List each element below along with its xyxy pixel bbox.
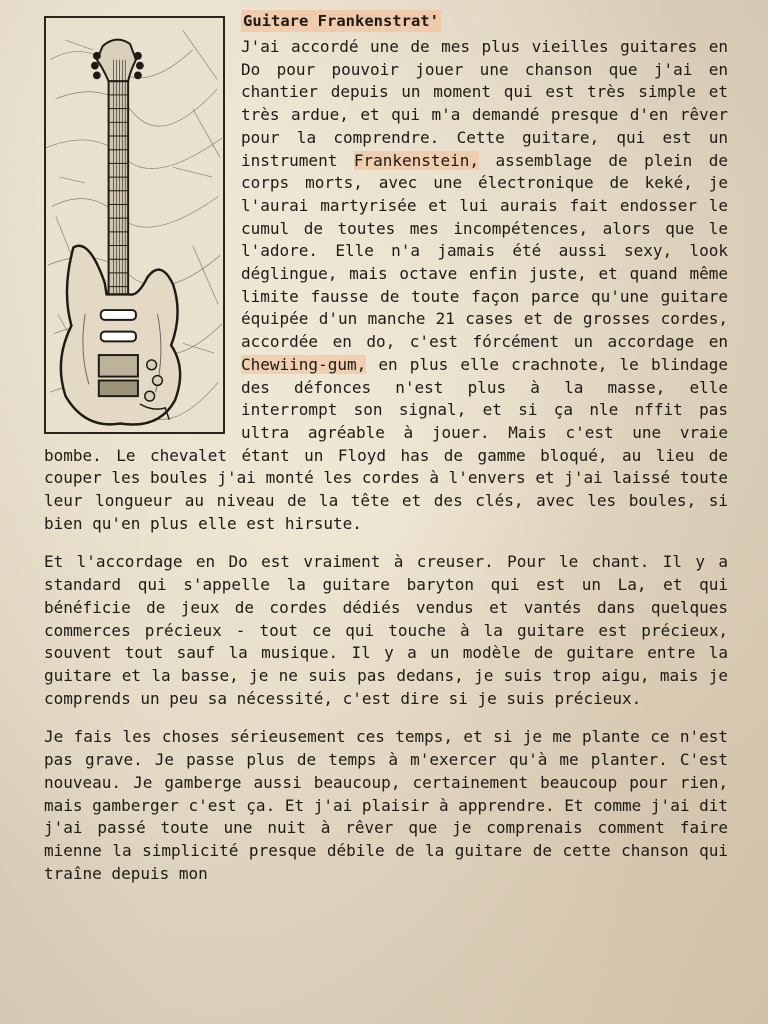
guitar-sketch-icon <box>46 18 223 432</box>
paragraph-2: Et l'accordage en Do est vraiment à creuser. Pour le chant. Il y a standard qui s'appelle la guitare baryton qui est un La, et qui bénéficie de jeux de cordes dédiés vendus et vantés dans quelques commerces précieux - tout ce qui touche à la guitare est précieux, souvent tout sauf la musique. Il y a un modèle de guitare entre la guitare et la basse, je ne suis pas dedans, je suis trop aigu, mais je comprends un peu sa nécessité, c'est dire si je suis précieux. <box>44 552 728 708</box>
article <box>44 10 728 901</box>
paragraph-1-text: J'ai accordé une de mes plus vieilles guitares en Do pour pouvoir jouer une chanson que j'ai en chantier depuis un moment qui est très simple et très ardue, et qui m'a demandé presque d'en rêver pour la comprendre. Cette guitare, qui est un instrument <box>241 37 728 170</box>
article-title: Guitare Frankenstrat' <box>243 12 439 30</box>
paragraph-1-text-2: assemblage de plein de corps morts, avec une électronique de keké, je l'aurai martyrisée et lui aurais fait endosser le cumul de toutes mes incompétences, alors que le l'adore. Elle n'a jamais été aussi sexy, look déglingue, mais octave enfin juste, et quand même limite fausse de toute façon parce qu'une guitare équipée d'un manche 21 cases et de grosses cordes, accordée en do, c'est fórcément un accordage en <box>241 150 728 352</box>
highlight-chewing-gum: Chewiing-gum, <box>241 354 367 374</box>
paragraph-3: Je fais les choses sérieusement ces temps, et si je me plante ce n'est pas grave. Je passe plus de temps à m'exercer qu'à me planter. C'est nouveau. Je gamberge aussi beaucoup, certainement beaucoup pour rien, mais gamberger c'est ça. Et j'ai plaisir à apprendre. Et comme j'ai dit j'ai passé toute une nuit à rêver que je comprenais comment faire mienne la simplicité presque débile de la guitare de cette chanson qui traîne depuis mon <box>44 727 728 883</box>
guitar-illustration <box>44 16 225 434</box>
paragraph-1-text-3: en plus elle crachnote, le blindage des défonces n'est plus à la masse, elle interrompt son signal, et si ça nle nffit pas ultra agréable à jouer. Mais c'est une vraie bombe. Le chevalet étant un Floyd has de gamme bloqué, au lieu de couper les boules j'ai monté les cordes à l'envers et j'ai laissé toute leur longueur au niveau de la tête et des clés, avec les boules, si bien qu'en plus elle est hirsute. <box>44 354 728 533</box>
highlight-frankenstein: Frankenstein, <box>353 150 480 170</box>
